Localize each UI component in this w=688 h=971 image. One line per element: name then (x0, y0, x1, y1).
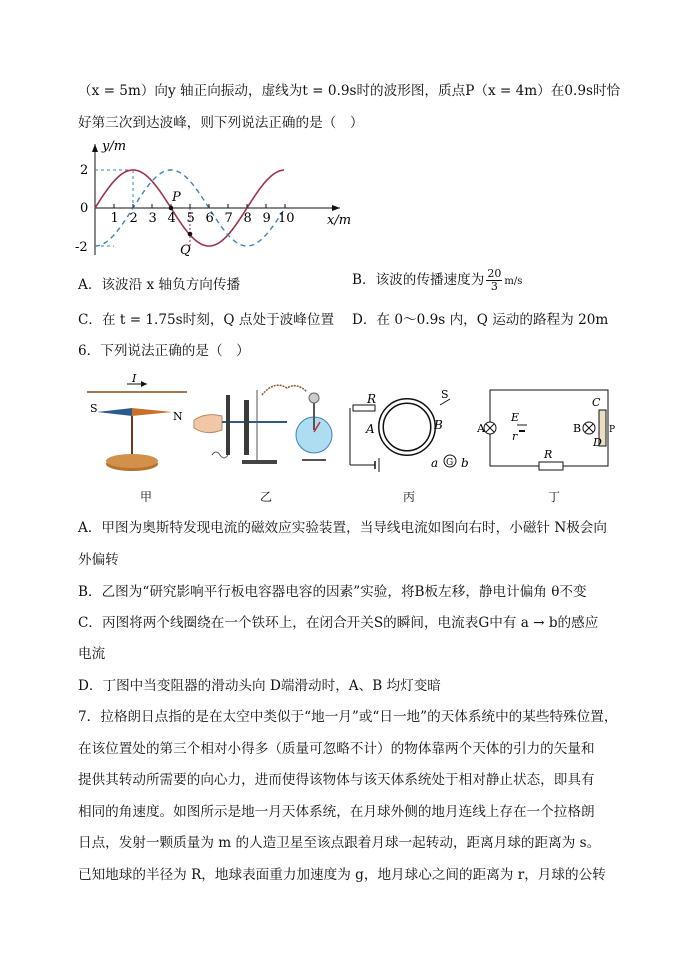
x-tick-label: 7 (224, 211, 233, 226)
q6-stem: 6．下列说法正确的是（ ） (78, 343, 250, 359)
svg-text:D: D (593, 436, 602, 449)
q5-option-a: A．该波沿 x 轴负方向传播 (78, 277, 241, 293)
svg-text:B: B (434, 418, 443, 432)
q5-line-1: （x = 5m）向y 轴正向振动，虚线为t = 0.9s时的波形图，质点P（x = 4m）在0.9s时恰 (78, 83, 621, 99)
x-tick-label: 8 (243, 211, 252, 226)
caption-ding: 丁 (548, 490, 561, 504)
figure-bing (345, 385, 470, 477)
x-tick-label: 4 (167, 211, 176, 226)
y-axis-label: y/m (102, 139, 127, 154)
q6-option-c-2: 电流 (78, 646, 106, 662)
x-tick-label: 5 (186, 211, 195, 226)
y-tick-2: 2 (80, 163, 89, 178)
svg-text:R: R (544, 448, 553, 461)
svg-text:I: I (132, 372, 137, 385)
svg-text:C: C (592, 396, 601, 409)
x-tick-label: 3 (148, 211, 157, 226)
svg-text:a: a (431, 456, 439, 470)
q6-option-a-2: 外偏转 (78, 552, 119, 568)
svg-text:P: P (609, 425, 616, 435)
q5-option-b: B．该波的传播速度为 $\frac{20}{3}$ m/s (352, 267, 523, 293)
point-p-label: P (172, 190, 181, 205)
point-q-dot (188, 232, 193, 237)
svg-text:G: G (446, 458, 454, 468)
svg-text:A: A (366, 422, 375, 436)
svg-text:E: E (511, 411, 520, 424)
q7-line-2: 在该位置处的第三个相对小得多（质量可忽略不计）的物体靠两个天体的引力的矢量和 (78, 741, 595, 757)
svg-text:b: b (461, 456, 469, 470)
caption-jia: 甲 (140, 490, 153, 504)
q6-option-c-1: C．丙图将两个线圈绕在一个铁环上，在闭合开关S的瞬间，电流表G中有 a → b的感应 (78, 615, 599, 631)
point-p-dot (169, 206, 174, 211)
svg-text:r: r (512, 430, 518, 443)
svg-text:N: N (173, 410, 183, 423)
figure-jia (82, 372, 192, 477)
q6-option-a-1: A．甲图为奥斯特发现电流的磁效应实验装置，当导线电流如图向右时，小磁针 N极会向 (78, 520, 607, 536)
y-tick-neg2: -2 (75, 240, 88, 255)
svg-text:S: S (90, 402, 98, 415)
svg-text:A: A (477, 422, 485, 435)
x-tick-label: 2 (129, 211, 138, 226)
x-tick-label: 10 (278, 211, 295, 226)
needle-south (97, 408, 132, 416)
q6-option-d: D．丁图中当变阻器的滑动头向 D端滑动时，A、B 均灯变暗 (78, 678, 441, 694)
caption-yi: 乙 (260, 490, 273, 504)
q7-line-3: 提供其转动所需要的向心力，进而使得该物体与该天体系统处于相对静止状态，即具有 (78, 772, 595, 788)
q5-option-d: D．在 0～0.9s 内，Q 运动的路程为 20m (352, 312, 609, 328)
q7-line-4: 相同的角速度。如图所示是地一月天体系统，在月球外侧的地月连线上存在一个拉格朗 (78, 804, 595, 820)
y-tick-0: 0 (80, 201, 89, 216)
wave-graph (70, 140, 360, 260)
svg-text:R: R (367, 392, 377, 406)
figure-yi (192, 360, 347, 478)
figure-ding (477, 388, 622, 473)
point-q-label: Q (180, 243, 191, 258)
q5-option-c: C．在 t = 1.75s时刻，Q 点处于波峰位置 (78, 312, 335, 328)
q7-line-5: 日点，发射一颗质量为 m 的人造卫星至该点跟着月球一起转动，距离月球的距离为 s。 (78, 835, 601, 851)
x-axis-label: x/m (327, 213, 352, 228)
x-tick-label: 9 (262, 211, 271, 226)
q7-line-6: 已知地球的半径为 R，地球表面重力加速度为 g，地月球心之间的距离为 r，月球的公转 (78, 867, 606, 883)
x-tick-group (111, 204, 295, 226)
q6-option-b: B．乙图为“研究影响平行板电容器电容的因素”实验，将B板左移，静电计偏角 θ不变 (78, 584, 587, 600)
svg-text:B: B (573, 422, 582, 435)
x-tick-label: 6 (205, 211, 214, 226)
q7-line-1: 7．拉格朗日点指的是在太空中类似于“地一月”或“日一地”的天体系统中的某些特殊位置， (78, 709, 618, 725)
caption-bing: 丙 (403, 490, 416, 504)
needle-north (132, 408, 172, 416)
q5-line-2: 好第三次到达波峰，则下列说法正确的是（ ） (78, 115, 364, 131)
x-tick-label: 1 (110, 211, 119, 226)
svg-text:S: S (441, 388, 449, 401)
